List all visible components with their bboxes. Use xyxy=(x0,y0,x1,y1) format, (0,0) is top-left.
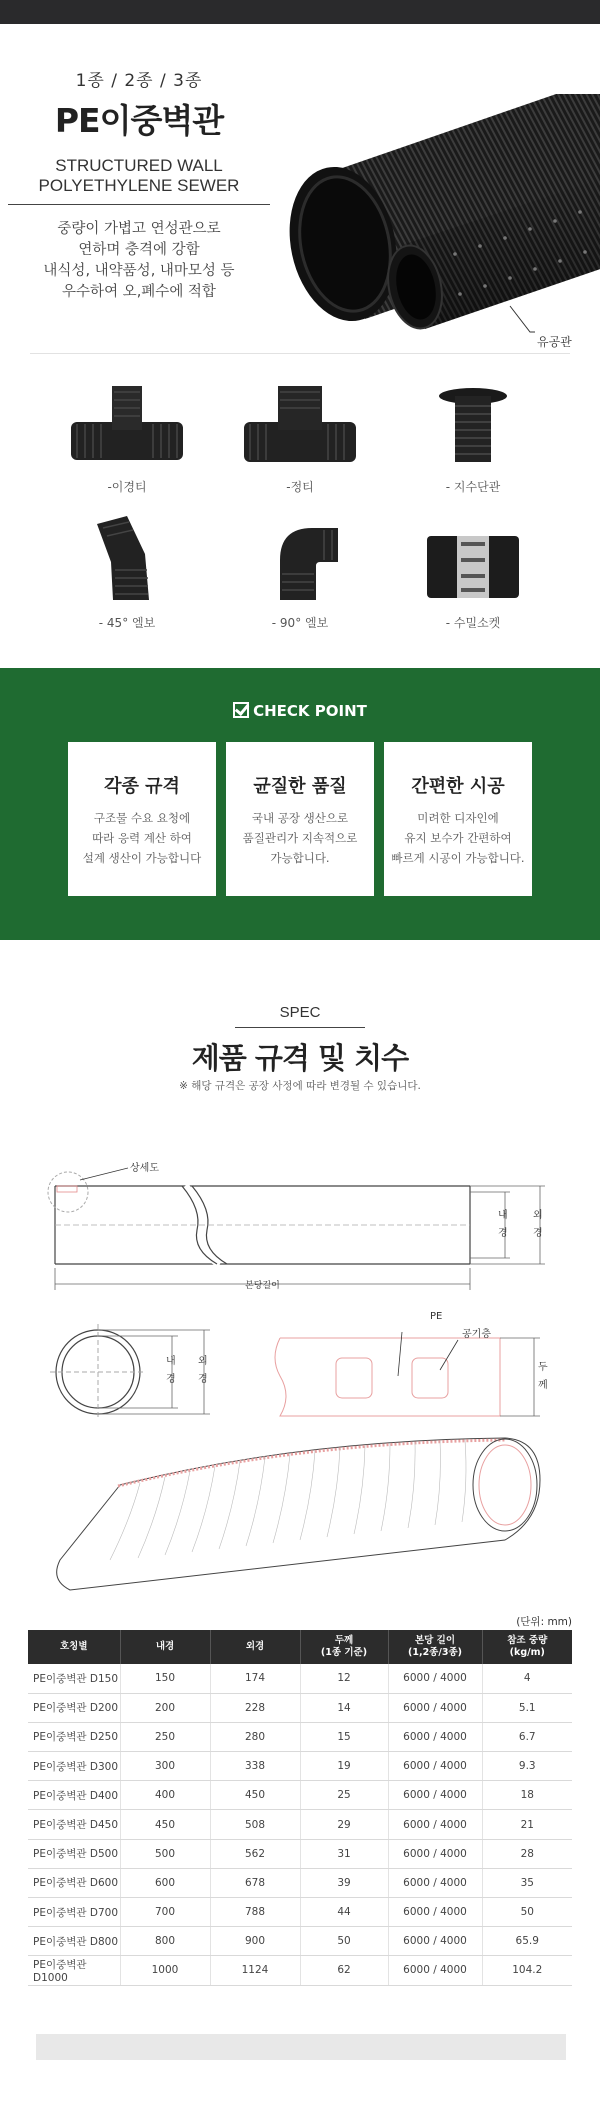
checkpoint-card xyxy=(68,742,216,896)
hero-rule xyxy=(8,204,270,205)
table-cell: 29 xyxy=(300,1810,388,1839)
fitting-equal-tee xyxy=(220,382,380,495)
table-cell: 6000 / 4000 xyxy=(388,1664,482,1693)
table-cell: PE이중벽관 D500 xyxy=(28,1839,120,1868)
table-cell: 12 xyxy=(300,1664,388,1693)
table-cell: 174 xyxy=(210,1664,300,1693)
inner-dia-label-1: 내 xyxy=(498,1210,508,1221)
table-cell: 700 xyxy=(120,1898,210,1927)
table-cell: PE이중벽관 D300 xyxy=(28,1752,120,1781)
table-row xyxy=(28,1752,572,1781)
bottom-bar xyxy=(36,2034,566,2060)
checkpoint-section xyxy=(0,668,600,940)
table-cell: 280 xyxy=(210,1722,300,1751)
table-cell: 228 xyxy=(210,1693,300,1722)
table-cell: PE이중벽관 D150 xyxy=(28,1664,120,1693)
fitting-label: -이경티 xyxy=(107,480,147,494)
table-cell: 6000 / 4000 xyxy=(388,1722,482,1751)
inner-dia-label-2: 경 xyxy=(498,1228,508,1239)
table-cell: 6.7 xyxy=(482,1722,572,1751)
table-cell: 562 xyxy=(210,1839,300,1868)
inner-dia-end-label-2: 경 xyxy=(166,1374,176,1385)
desc-line-1: 중량이 가볍고 연성관으로 xyxy=(57,221,221,237)
table-cell: 400 xyxy=(120,1781,210,1810)
card-title: 간편한 시공 xyxy=(411,776,505,797)
fitting-elbow-90 xyxy=(220,514,380,631)
table-cell: 450 xyxy=(210,1781,300,1810)
table-cell: 1124 xyxy=(210,1956,300,1985)
fitting-elbow-45 xyxy=(47,514,207,631)
table-cell: PE이중벽관 D450 xyxy=(28,1810,120,1839)
desc-line-3: 내식성, 내약품성, 내마모성 등 xyxy=(43,263,235,279)
table-cell: 44 xyxy=(300,1898,388,1927)
spec-label: SPEC xyxy=(279,1004,321,1021)
outer-dia-label-1: 외 xyxy=(533,1210,543,1221)
dimension-drawing xyxy=(0,1140,600,1600)
english-line-2: POLYETHYLENE SEWER xyxy=(38,176,240,195)
table-cell: 6000 / 4000 xyxy=(388,1693,482,1722)
table-cell: 6000 / 4000 xyxy=(388,1810,482,1839)
table-cell: 21 xyxy=(482,1810,572,1839)
fitting-reducing-tee xyxy=(47,382,207,495)
elbow-45-icon xyxy=(67,514,187,606)
card-line: 구조물 수요 요청에 xyxy=(93,811,191,825)
table-cell: 508 xyxy=(210,1810,300,1839)
perforated-pipe-label: 유공관 xyxy=(537,335,572,349)
table-cell: 6000 / 4000 xyxy=(388,1752,482,1781)
pipes-image xyxy=(285,94,600,354)
english-name xyxy=(8,156,270,196)
fitting-label: - 지수단관 xyxy=(445,480,501,494)
col-header: 내경 xyxy=(120,1630,210,1664)
table-cell: 450 xyxy=(120,1810,210,1839)
checkbox-icon xyxy=(233,702,249,718)
outer-dia-end-label-2: 경 xyxy=(198,1374,208,1385)
product-title: PE이중벽관 xyxy=(54,101,224,140)
table-cell: 18 xyxy=(482,1781,572,1810)
table-cell: 4 xyxy=(482,1664,572,1693)
table-row xyxy=(28,1927,572,1956)
card-text xyxy=(226,808,374,868)
col-header: 외경 xyxy=(210,1630,300,1664)
table-cell: 28 xyxy=(482,1839,572,1868)
unit-label: (단위: mm) xyxy=(516,1616,572,1628)
table-row xyxy=(28,1898,572,1927)
product-description xyxy=(8,219,270,303)
outer-dia-end-label-1: 외 xyxy=(198,1356,208,1367)
inner-dia-end-label-1: 내 xyxy=(166,1356,176,1367)
table-cell: 50 xyxy=(300,1927,388,1956)
checkpoint-heading-text: CHECK POINT xyxy=(253,702,367,720)
table-cell: 39 xyxy=(300,1868,388,1897)
table-cell: 19 xyxy=(300,1752,388,1781)
pe-label: PE xyxy=(430,1311,443,1322)
table-row xyxy=(28,1693,572,1722)
thickness-label-2: 께 xyxy=(538,1380,548,1391)
table-cell: 50 xyxy=(482,1898,572,1927)
card-title: 각종 규격 xyxy=(104,776,180,797)
checkpoint-card xyxy=(384,742,532,896)
card-title: 균질한 품질 xyxy=(253,776,347,797)
table-cell: 6000 / 4000 xyxy=(388,1781,482,1810)
table-cell: PE이중벽관 D250 xyxy=(28,1722,120,1751)
card-line: 가능합니다. xyxy=(270,851,330,865)
section-divider xyxy=(30,353,570,354)
table-cell: 250 xyxy=(120,1722,210,1751)
reducing-tee-icon xyxy=(67,382,187,470)
spec-note: ※ 해당 규격은 공장 사정에 따라 변경될 수 있습니다. xyxy=(179,1080,421,1092)
table-cell: PE이중벽관 D1000 xyxy=(28,1956,120,1985)
table-cell: PE이중벽관 D200 xyxy=(28,1693,120,1722)
table-cell: PE이중벽관 D400 xyxy=(28,1781,120,1810)
product-types: 1종 / 2종 / 3종 xyxy=(75,71,203,91)
table-cell: 800 xyxy=(120,1927,210,1956)
table-cell: 500 xyxy=(120,1839,210,1868)
table-cell: 31 xyxy=(300,1839,388,1868)
table-row xyxy=(28,1722,572,1751)
card-line: 국내 공장 생산으로 xyxy=(251,811,349,825)
table-cell: 788 xyxy=(210,1898,300,1927)
col-header: 호칭별 xyxy=(28,1630,120,1664)
table-cell: 6000 / 4000 xyxy=(388,1868,482,1897)
spec-rule xyxy=(235,1027,365,1028)
fitting-label: -정티 xyxy=(286,480,314,494)
fitting-water-stop-pipe xyxy=(393,382,553,495)
card-line: 유지 보수가 간편하여 xyxy=(404,831,512,845)
fitting-label: - 90° 엘보 xyxy=(271,616,329,630)
card-line: 미려한 디자인에 xyxy=(417,811,499,825)
water-stop-pipe-icon xyxy=(413,382,533,470)
table-row xyxy=(28,1810,572,1839)
desc-line-4: 우수하여 오,폐수에 적합 xyxy=(62,284,216,300)
table-cell: 5.1 xyxy=(482,1693,572,1722)
card-line: 설계 생산이 가능합니다 xyxy=(82,851,202,865)
col-header: 본당 길이 (1,2종/3종) xyxy=(388,1630,482,1664)
fitting-label: - 45° 엘보 xyxy=(98,616,156,630)
table-cell: 9.3 xyxy=(482,1752,572,1781)
table-cell: 200 xyxy=(120,1693,210,1722)
table-cell: PE이중벽관 D700 xyxy=(28,1898,120,1927)
table-cell: 15 xyxy=(300,1722,388,1751)
card-text xyxy=(384,808,532,868)
table-cell: 300 xyxy=(120,1752,210,1781)
table-row xyxy=(28,1839,572,1868)
table-cell: 65.9 xyxy=(482,1927,572,1956)
table-cell: 25 xyxy=(300,1781,388,1810)
checkpoint-card xyxy=(226,742,374,896)
spec-table xyxy=(28,1630,572,1986)
table-cell: 150 xyxy=(120,1664,210,1693)
table-cell: 678 xyxy=(210,1868,300,1897)
table-cell: 104.2 xyxy=(482,1956,572,1985)
table-cell: 14 xyxy=(300,1693,388,1722)
table-cell: 338 xyxy=(210,1752,300,1781)
top-bar xyxy=(0,0,600,24)
outer-dia-label-2: 경 xyxy=(533,1228,543,1239)
english-line-1: STRUCTURED WALL xyxy=(55,156,223,175)
table-row xyxy=(28,1664,572,1693)
fitting-watertight-socket xyxy=(393,514,553,631)
hero-section xyxy=(0,24,600,354)
watertight-socket-icon xyxy=(413,514,533,606)
table-cell: 6000 / 4000 xyxy=(388,1927,482,1956)
detail-label: 상세도 xyxy=(130,1163,159,1174)
table-cell: PE이중벽관 D600 xyxy=(28,1868,120,1897)
table-cell: 35 xyxy=(482,1868,572,1897)
card-text xyxy=(68,808,216,868)
card-line: 따라 응력 계산 하여 xyxy=(92,831,192,845)
col-header: 두께 (1종 기준) xyxy=(300,1630,388,1664)
table-cell: 6000 / 4000 xyxy=(388,1839,482,1868)
table-cell: 6000 / 4000 xyxy=(388,1956,482,1985)
table-cell: 600 xyxy=(120,1868,210,1897)
table-header-row xyxy=(28,1630,572,1664)
table-cell: PE이중벽관 D800 xyxy=(28,1927,120,1956)
table-row xyxy=(28,1868,572,1897)
air-layer-label: 공기층 xyxy=(462,1329,491,1340)
table-cell: 1000 xyxy=(120,1956,210,1985)
card-line: 품질관리가 지속적으로 xyxy=(242,831,358,845)
checkpoint-heading xyxy=(0,702,600,720)
thickness-label-1: 두 xyxy=(538,1362,548,1373)
table-row xyxy=(28,1781,572,1810)
col-header: 참조 중량 (kg/m) xyxy=(482,1630,572,1664)
length-label: 본당길이 xyxy=(245,1281,280,1291)
table-cell: 900 xyxy=(210,1927,300,1956)
equal-tee-icon xyxy=(240,382,360,470)
table-body xyxy=(28,1664,572,1985)
elbow-90-icon xyxy=(240,514,360,606)
desc-line-2: 연하며 충격에 강함 xyxy=(78,242,200,258)
card-line: 빠르게 시공이 가능합니다. xyxy=(391,851,525,865)
table-row xyxy=(28,1956,572,1985)
table-cell: 6000 / 4000 xyxy=(388,1898,482,1927)
table-cell: 62 xyxy=(300,1956,388,1985)
spec-title: 제품 규격 및 치수 xyxy=(191,1041,409,1075)
hero-text xyxy=(8,66,270,303)
fitting-label: - 수밀소켓 xyxy=(445,616,501,630)
